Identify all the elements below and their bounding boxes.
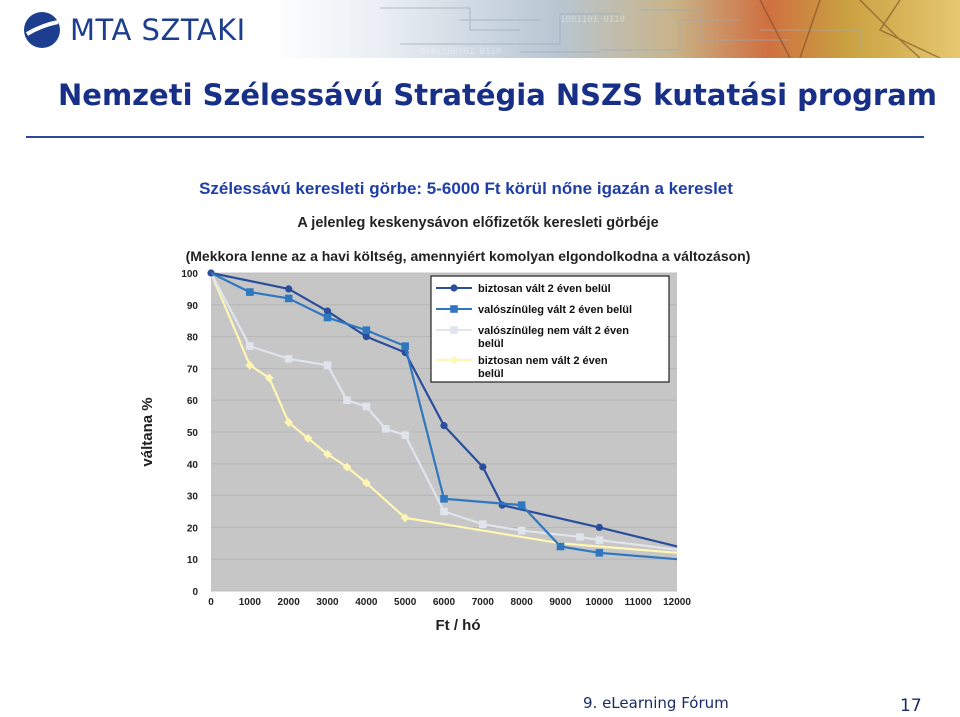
y-tick-3: 30 bbox=[186, 491, 198, 503]
y-axis-label: váltana % bbox=[139, 397, 156, 467]
series-2-point-5 bbox=[363, 403, 371, 411]
series-0-point-1 bbox=[285, 285, 292, 292]
demand-curve-chart bbox=[100, 170, 840, 640]
series-1-point-5 bbox=[401, 342, 409, 350]
series-2-point-3 bbox=[324, 361, 332, 369]
chart-subtitle: A jelenleg keskenysávon előfizetők keresleti görbéje bbox=[297, 215, 659, 231]
legend-label-2: valószínüleg nem vált 2 éven bbox=[478, 325, 630, 337]
y-tick-6: 60 bbox=[186, 396, 198, 408]
logo-globe-icon bbox=[22, 10, 62, 50]
series-1-point-7 bbox=[518, 501, 526, 509]
header-banner bbox=[0, 0, 960, 58]
y-tick-9: 90 bbox=[186, 300, 198, 312]
legend-swatch-marker-2 bbox=[450, 326, 458, 334]
series-1-point-3 bbox=[324, 314, 332, 322]
x-tick-11: 11000 bbox=[624, 597, 652, 608]
series-2-point-1 bbox=[246, 342, 254, 350]
x-axis-label: Ft / hó bbox=[435, 617, 481, 634]
x-tick-4: 4000 bbox=[355, 597, 378, 608]
series-0-point-2 bbox=[324, 308, 331, 315]
legend-label-3-cont: belül bbox=[478, 368, 504, 380]
series-1-point-9 bbox=[596, 549, 604, 557]
footer-event-name: 9. eLearning Fórum bbox=[583, 694, 729, 712]
legend-label-0: biztosan vált 2 éven belül bbox=[478, 283, 611, 295]
y-tick-0: 0 bbox=[192, 587, 198, 598]
mta-sztaki-logo bbox=[22, 10, 246, 50]
series-1-point-1 bbox=[246, 288, 254, 296]
series-1-point-8 bbox=[557, 543, 565, 551]
y-tick-labels bbox=[181, 269, 198, 598]
chart-legend bbox=[431, 276, 669, 382]
series-0-point-6 bbox=[479, 463, 486, 470]
page-number: 17 bbox=[900, 696, 922, 716]
x-tick-3: 3000 bbox=[316, 597, 339, 608]
legend-swatch-marker-0 bbox=[450, 284, 457, 291]
series-2-point-8 bbox=[440, 508, 448, 516]
y-tick-1: 10 bbox=[186, 555, 198, 567]
chart-title: Szélessávú keresleti görbe: 5-6000 Ft körül nőne igazán a kereslet bbox=[199, 179, 733, 198]
series-2-point-7 bbox=[401, 431, 409, 439]
series-2-point-6 bbox=[382, 425, 390, 433]
y-tick-5: 50 bbox=[186, 428, 198, 439]
title-divider bbox=[26, 136, 924, 138]
x-tick-12: 12000 bbox=[663, 597, 691, 608]
series-1-point-4 bbox=[363, 326, 371, 334]
x-tick-0: 0 bbox=[208, 597, 214, 608]
y-tick-4: 40 bbox=[186, 459, 198, 471]
series-0-point-3 bbox=[363, 333, 370, 340]
series-0-point-5 bbox=[440, 422, 447, 429]
y-tick-10: 100 bbox=[181, 269, 198, 280]
svg-text:0101100101 0110: 0101100101 0110 bbox=[420, 47, 502, 57]
x-tick-2: 2000 bbox=[277, 597, 300, 608]
y-tick-7: 70 bbox=[186, 364, 198, 376]
series-2-point-9 bbox=[479, 520, 487, 528]
x-tick-1: 1000 bbox=[238, 597, 261, 608]
x-tick-10: 10000 bbox=[585, 597, 614, 608]
x-tick-7: 7000 bbox=[471, 597, 494, 608]
legend-label-3: biztosan nem vált 2 éven bbox=[478, 355, 608, 367]
series-1-point-6 bbox=[440, 495, 448, 503]
series-2-point-4 bbox=[343, 396, 351, 404]
x-tick-8: 8000 bbox=[510, 597, 533, 608]
slide-title: Nemzeti Szélessávú Stratégia NSZS kutatási program bbox=[58, 78, 937, 112]
series-2-point-2 bbox=[285, 355, 293, 363]
x-tick-9: 9000 bbox=[549, 597, 572, 608]
logo-text: MTA SZTAKI bbox=[70, 13, 246, 47]
y-tick-8: 80 bbox=[186, 332, 198, 344]
series-2-point-12 bbox=[596, 536, 604, 544]
x-tick-labels bbox=[208, 597, 691, 608]
svg-text:1001101 0110: 1001101 0110 bbox=[560, 15, 626, 25]
y-tick-2: 20 bbox=[186, 523, 198, 535]
series-1-point-2 bbox=[285, 295, 293, 303]
legend-label-1: valószínüleg vált 2 éven belül bbox=[478, 304, 633, 316]
series-2-point-11 bbox=[576, 533, 584, 541]
x-tick-5: 5000 bbox=[394, 597, 417, 608]
chart-note: (Mekkora lenne az a havi költség, amennyiért komolyan elgondolkodna a változáson) bbox=[185, 248, 751, 264]
legend-swatch-marker-1 bbox=[450, 305, 458, 313]
series-2-point-10 bbox=[518, 527, 526, 535]
x-tick-6: 6000 bbox=[432, 597, 456, 608]
legend-label-2-cont: belül bbox=[478, 338, 504, 350]
series-0-point-8 bbox=[596, 524, 603, 531]
